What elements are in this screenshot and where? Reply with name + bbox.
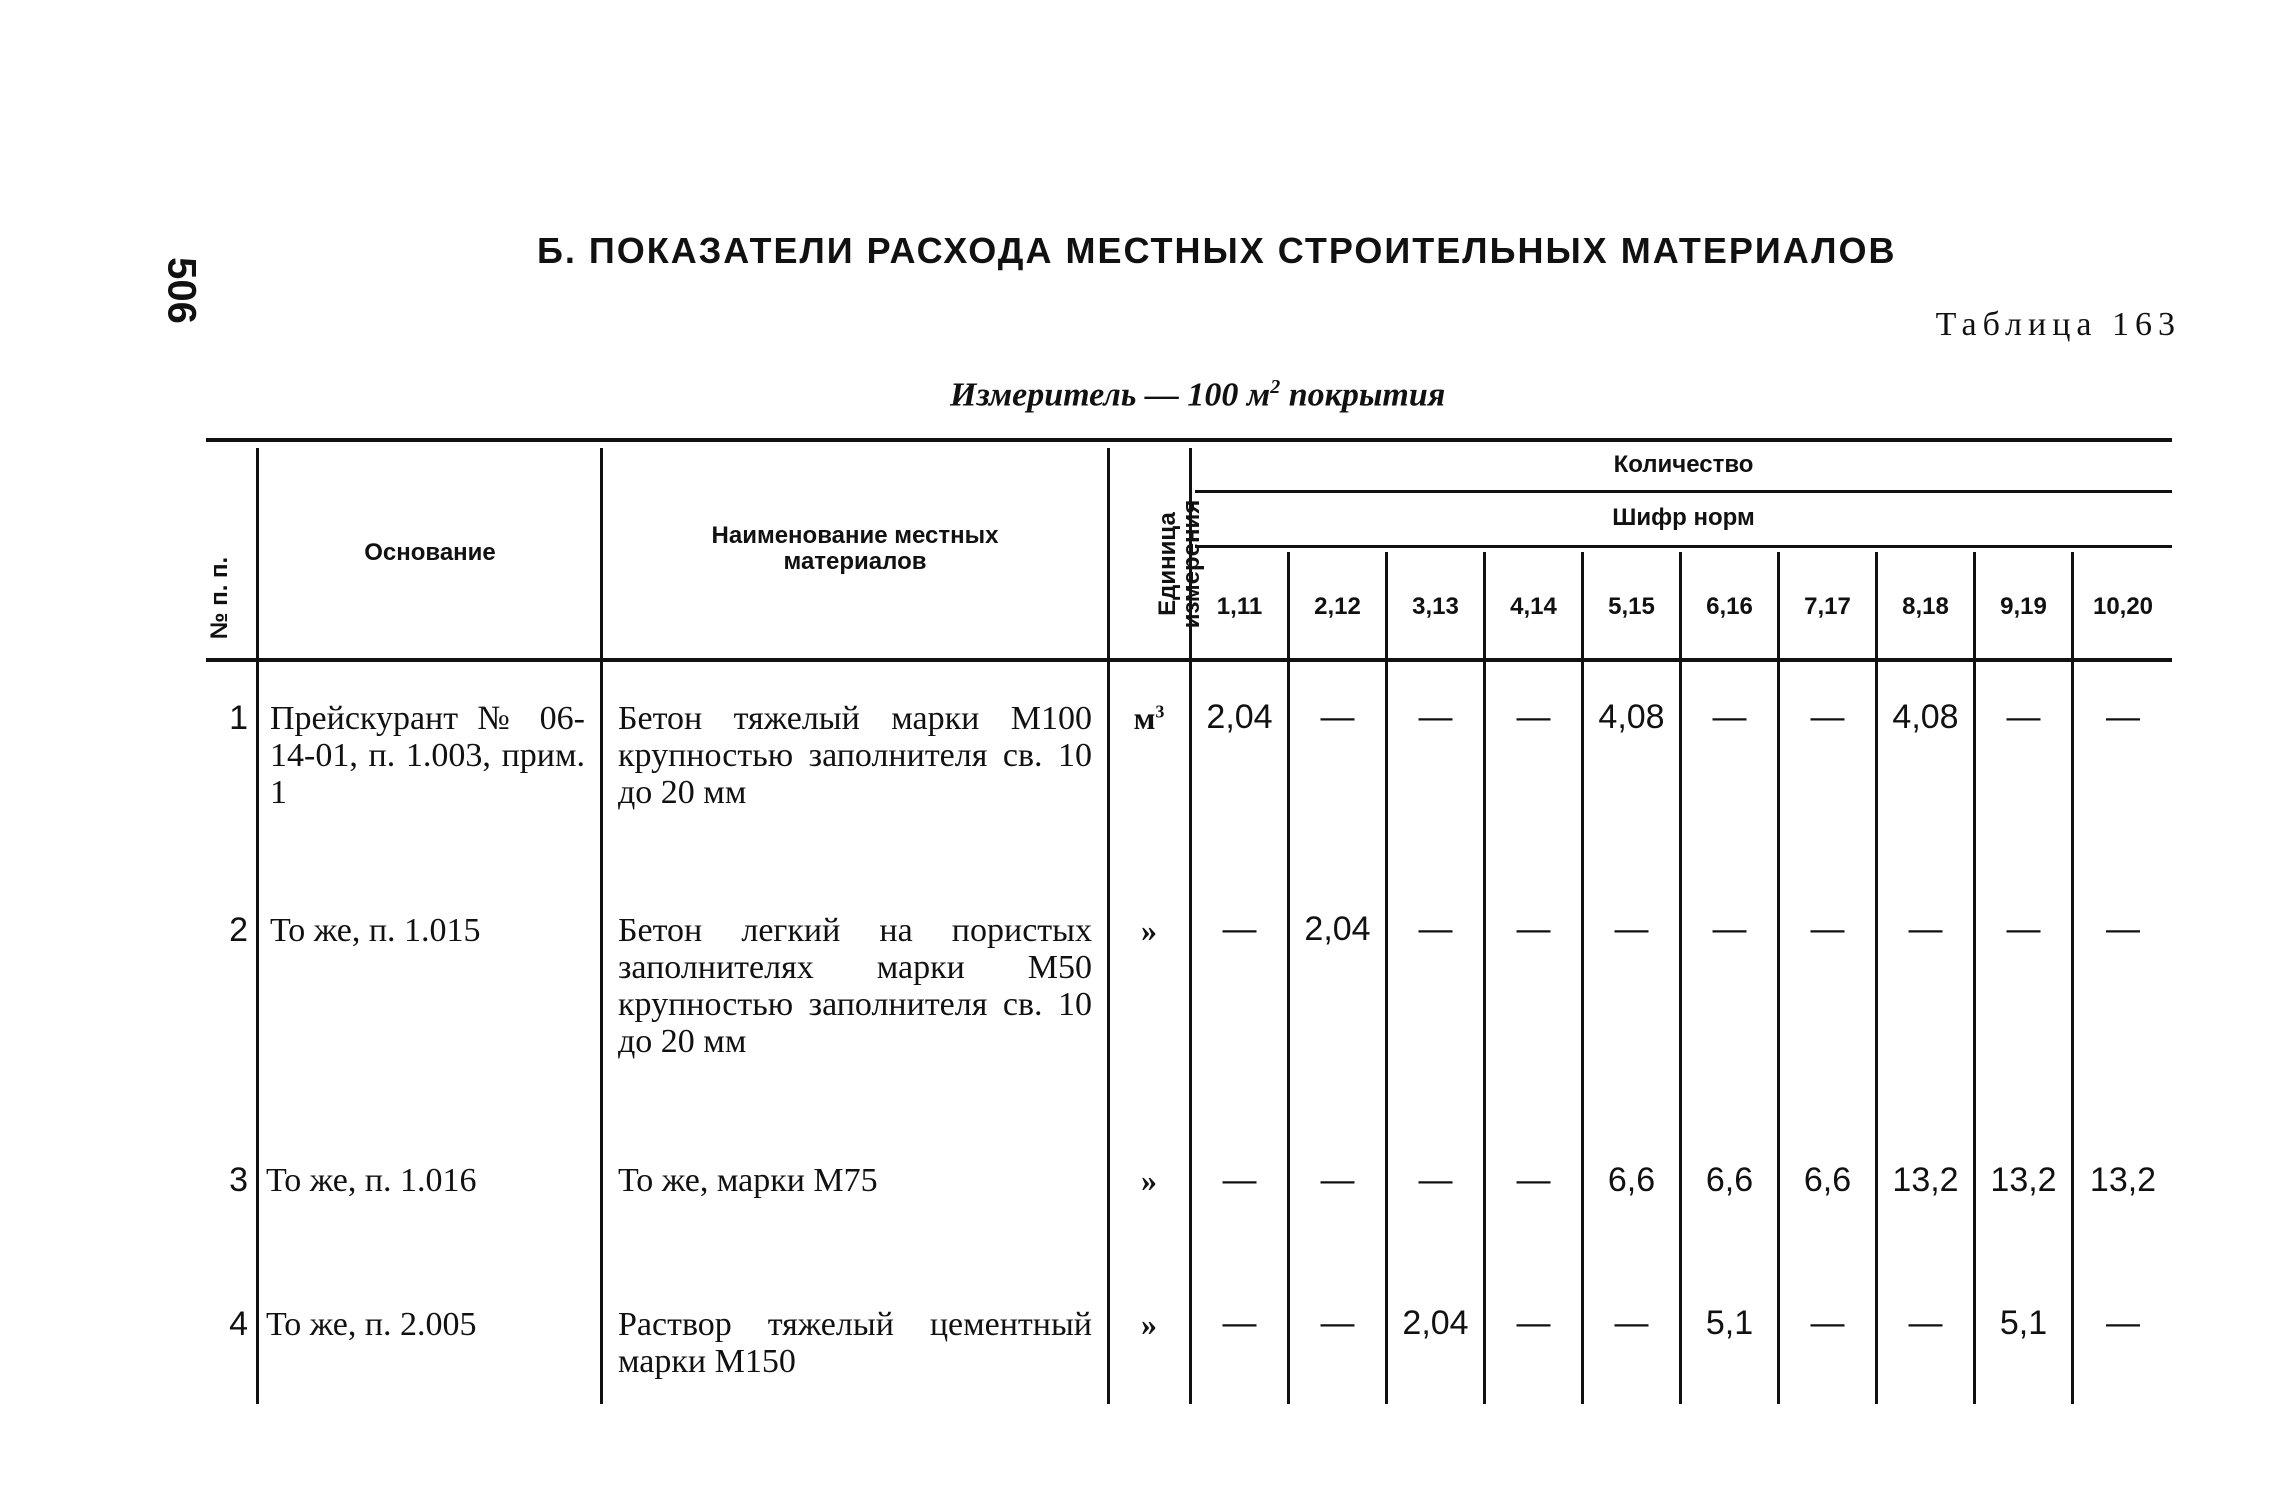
value-cell: 4,08 bbox=[1892, 698, 1959, 736]
value-cell: — bbox=[1320, 1304, 1355, 1342]
row-number: 3 bbox=[229, 1161, 248, 1199]
value-cell: — bbox=[1516, 910, 1551, 948]
value-cell: — bbox=[1418, 910, 1453, 948]
row-material: Бетон легкий на пористых заполнителях марки М50 крупностью заполнителя св. 10 до 20 мм bbox=[618, 912, 1092, 1060]
table-top-rule bbox=[206, 438, 2172, 442]
code-header: 9,19 bbox=[2000, 593, 2047, 620]
header-row-no: № п. п. bbox=[206, 556, 233, 640]
header-quantity: Количество bbox=[1613, 451, 1754, 478]
value-cell: — bbox=[1320, 698, 1355, 736]
value-cell: 5,1 bbox=[1999, 1304, 2048, 1342]
value-cell: — bbox=[1810, 910, 1845, 948]
value-cell: — bbox=[1222, 1304, 1257, 1342]
value-cell: — bbox=[1320, 1161, 1355, 1199]
row-basis: То же, п. 1.015 bbox=[270, 912, 481, 949]
value-cell: 2,04 bbox=[1304, 910, 1371, 948]
value-cell: 4,08 bbox=[1598, 698, 1665, 736]
header-material: Наименование местных материалов bbox=[711, 522, 999, 575]
row-material: То же, марки М75 bbox=[618, 1162, 878, 1199]
value-cell: — bbox=[2106, 698, 2140, 736]
section-title: Б. ПОКАЗАТЕЛИ РАСХОДА МЕСТНЫХ СТРОИТЕЛЬНЫХ МАТЕРИАЛОВ bbox=[537, 230, 1897, 271]
col-divider-code bbox=[1973, 552, 1976, 1404]
code-header: 6,16 bbox=[1706, 593, 1753, 620]
measure-text: Измеритель — 100 м bbox=[950, 376, 1271, 414]
measure-sup: 2 bbox=[1270, 376, 1281, 398]
value-cell: 13,2 bbox=[1990, 1161, 2057, 1199]
value-cell: — bbox=[1418, 1161, 1453, 1199]
value-cell: 13,2 bbox=[1892, 1161, 1959, 1199]
row-basis: То же, п. 1.016 bbox=[266, 1162, 477, 1199]
header-unit: Единица измерения bbox=[1154, 499, 1205, 629]
codes-rule bbox=[1195, 545, 2172, 548]
value-cell: 13,2 bbox=[2089, 1161, 2157, 1199]
row-unit: » bbox=[1141, 1162, 1157, 1198]
row-basis: То же, п. 2.005 bbox=[266, 1306, 477, 1343]
value-cell: — bbox=[1516, 1304, 1551, 1342]
row-unit: » bbox=[1141, 912, 1157, 948]
measure-caption bbox=[950, 376, 1445, 414]
table-label-word: Таблица bbox=[1935, 306, 2098, 343]
table-label-number: 163 bbox=[2112, 306, 2181, 343]
row-unit: » bbox=[1141, 1306, 1157, 1342]
value-cell: — bbox=[1810, 698, 1845, 736]
value-cell: — bbox=[1614, 1304, 1649, 1342]
col-divider-code bbox=[1875, 552, 1878, 1404]
col-divider-no bbox=[256, 448, 259, 1404]
code-header: 10,20 bbox=[2092, 593, 2154, 620]
code-header: 1,11 bbox=[1216, 593, 1263, 620]
value-cell: 2,04 bbox=[1206, 698, 1273, 736]
row-basis: Прейскурант № 06-14-01, п. 1.003, прим. 1 bbox=[270, 700, 585, 811]
col-divider-code bbox=[1679, 552, 1682, 1404]
value-cell: 5,1 bbox=[1705, 1304, 1754, 1342]
value-cell: — bbox=[1222, 910, 1257, 948]
code-header: 4,14 bbox=[1510, 593, 1557, 620]
code-header: 7,17 bbox=[1804, 593, 1851, 620]
row-material: Бетон тяжелый марки М100 крупностью заполнителя св. 10 до 20 мм bbox=[618, 700, 1092, 811]
value-cell: — bbox=[1516, 1161, 1551, 1199]
value-cell: — bbox=[1908, 1304, 1943, 1342]
col-divider-code bbox=[1483, 552, 1486, 1404]
code-header: 5,15 bbox=[1608, 593, 1655, 620]
quantity-rule bbox=[1195, 490, 2172, 493]
header-codes-title: Шифр норм bbox=[1612, 504, 1755, 531]
value-cell: — bbox=[1222, 1161, 1257, 1199]
value-cell: 2,04 bbox=[1402, 1304, 1469, 1342]
code-header: 3,13 bbox=[1412, 593, 1459, 620]
value-cell: — bbox=[2006, 910, 2041, 948]
row-number: 2 bbox=[229, 911, 248, 949]
value-cell: 6,6 bbox=[1803, 1161, 1852, 1199]
row-number: 1 bbox=[229, 699, 248, 737]
header-basis: Основание bbox=[364, 539, 496, 566]
page-number: 506 bbox=[159, 257, 204, 324]
row-unit: $м^3$ bbox=[1133, 700, 1165, 736]
value-cell: — bbox=[1810, 1304, 1845, 1342]
value-cell: — bbox=[2106, 1304, 2140, 1342]
col-divider-basis bbox=[600, 448, 603, 1404]
value-cell: — bbox=[2006, 698, 2041, 736]
value-cell: — bbox=[1516, 698, 1551, 736]
code-header: 2,12 bbox=[1314, 593, 1361, 620]
value-cell: — bbox=[1712, 910, 1747, 948]
measure-tail: покрытия bbox=[1280, 376, 1446, 414]
table-label bbox=[1936, 306, 2181, 344]
code-header: 8,18 bbox=[1902, 593, 1949, 620]
value-cell: 6,6 bbox=[1607, 1161, 1656, 1199]
col-divider-code bbox=[1287, 552, 1290, 1404]
value-cell: — bbox=[2106, 910, 2140, 948]
row-material: Раствор тяжелый цементный марки М150 bbox=[618, 1306, 1092, 1380]
value-cell: — bbox=[1418, 698, 1453, 736]
col-divider-code bbox=[1777, 552, 1780, 1404]
col-divider-code bbox=[1581, 552, 1584, 1404]
value-cell: — bbox=[1712, 698, 1747, 736]
row-number: 4 bbox=[229, 1305, 248, 1343]
col-divider-code bbox=[2071, 552, 2074, 1404]
value-cell: — bbox=[1614, 910, 1649, 948]
col-divider-code bbox=[1385, 552, 1388, 1404]
value-cell: — bbox=[1908, 910, 1943, 948]
value-cell: 6,6 bbox=[1705, 1161, 1754, 1199]
